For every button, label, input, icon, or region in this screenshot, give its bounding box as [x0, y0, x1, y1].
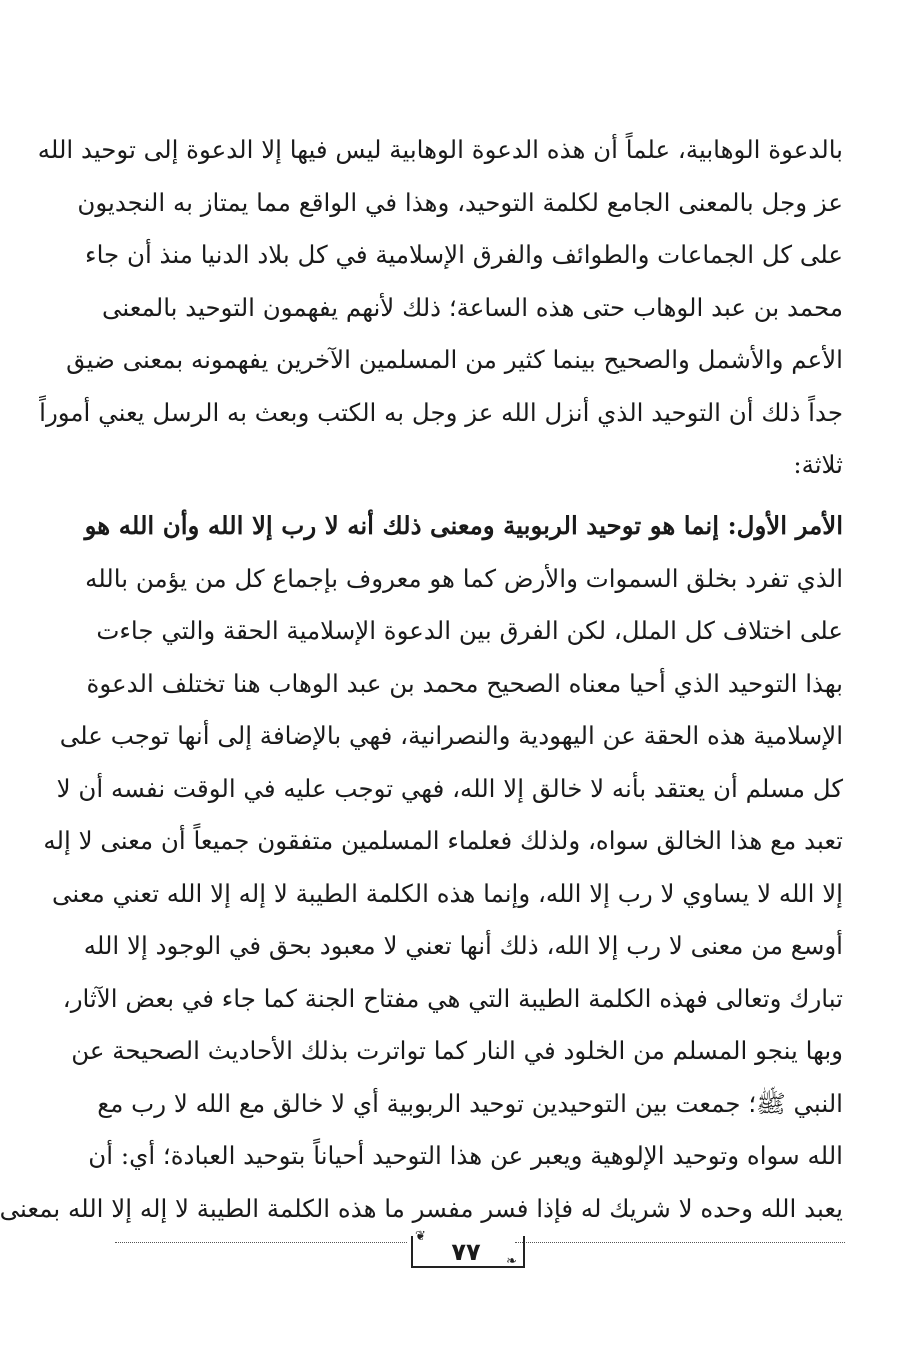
- text-line: الله سواه وتوحيد الإلوهية ويعبر عن هذا التوحيد أحياناً بتوحيد العبادة؛ أي: أن: [88, 1141, 843, 1170]
- text-line: على اختلاف كل الملل، لكن الفرق بين الدعوة الإسلامية الحقة والتي جاءت: [96, 616, 843, 645]
- ornament-icon: ❧: [506, 1254, 517, 1269]
- page-footer: [115, 1228, 845, 1278]
- footer-dotted-rule-left: [115, 1242, 407, 1243]
- ornament-icon: ❦: [415, 1229, 426, 1244]
- paragraph-2: [0, 500, 843, 1235]
- text-line: تعبد مع هذا الخالق سواه، ولذلك فعلماء المسلمين متفقون جميعاً أن معنى لا إله: [43, 826, 843, 855]
- paragraph-2-first-line: [84, 500, 843, 553]
- text-line: محمد بن عبد الوهاب حتى هذه الساعة؛ ذلك لأنهم يفهمون التوحيد بالمعنى: [101, 292, 843, 322]
- text-line: كل مسلم أن يعتقد بأنه لا خالق إلا الله، فهي توجب عليه في الوقت نفسه أن لا: [56, 773, 843, 803]
- text-line: جداً ذلك أن التوحيد الذي أنزل الله عز وجل به الكتب وبعث به الرسل يعني أموراً: [39, 397, 843, 427]
- page-number: ٧٧: [451, 1238, 481, 1266]
- paragraph-2-lead: الأمر الأول:: [727, 511, 843, 540]
- text-line: الذي تفرد بخلق السموات والأرض كما هو معروف بإجماع كل من يؤمن بالله: [85, 563, 843, 593]
- text-line: الإسلامية هذه الحقة عن اليهودية والنصرانية، فهي بالإضافة إلى أنها توجب على: [59, 721, 843, 750]
- text-line: تبارك وتعالى فهذه الكلمة الطيبة التي هي مفتاح الجنة كما جاء في بعض الآثار،: [62, 983, 843, 1013]
- footer-dotted-rule-right: [515, 1242, 845, 1243]
- text-line: أوسع من معنى لا رب إلا الله، ذلك أنها تعني لا معبود بحق في الوجود إلا الله: [83, 931, 843, 960]
- text-line: بهذا التوحيد الذي أحيا معناه الصحيح محمد بن عبد الوهاب هنا تختلف الدعوة: [86, 668, 843, 698]
- text-line: يعبد الله وحده لا شريك له فإذا فسر مفسر ما هذه الكلمة الطيبة لا إله إلا الله بمعنى: [0, 1193, 843, 1223]
- text-line: عز وجل بالمعنى الجامع لكلمة التوحيد، وهذا في الواقع مما يمتاز به النجديون: [77, 187, 843, 217]
- paragraph-2-first-line-rest: إنما هو توحيد الربوبية ومعنى ذلك أنه لا رب إلا الله وأن الله هو: [84, 511, 728, 540]
- text-line: بالدعوة الوهابية، علماً أن هذه الدعوة الوهابية ليس فيها إلا الدعوة إلى توحيد الله: [37, 135, 843, 164]
- text-line: النبي ﷺ؛ جمعت بين التوحيدين توحيد الربوبية أي لا خالق مع الله لا رب مع: [97, 1088, 843, 1118]
- text-line: ثلاثة:: [793, 450, 843, 479]
- text-line: الأعم والأشمل والصحيح بينما كثير من المسلمين الآخرين يفهمونه بمعنى ضيق: [66, 345, 843, 374]
- text-line: إلا الله لا يساوي لا رب إلا الله، وإنما هذه الكلمة الطيبة لا إله إلا الله تعني معنى: [52, 878, 843, 908]
- paragraph-1: [37, 124, 843, 492]
- text-line: وبها ينجو المسلم من الخلود في النار كما تواترت بذلك الأحاديث الصحيحة عن: [71, 1036, 843, 1065]
- page-number-frame: [411, 1228, 521, 1268]
- text-line: على كل الجماعات والطوائف والفرق الإسلامية في كل بلاد الدنيا منذ أن جاء: [85, 240, 843, 269]
